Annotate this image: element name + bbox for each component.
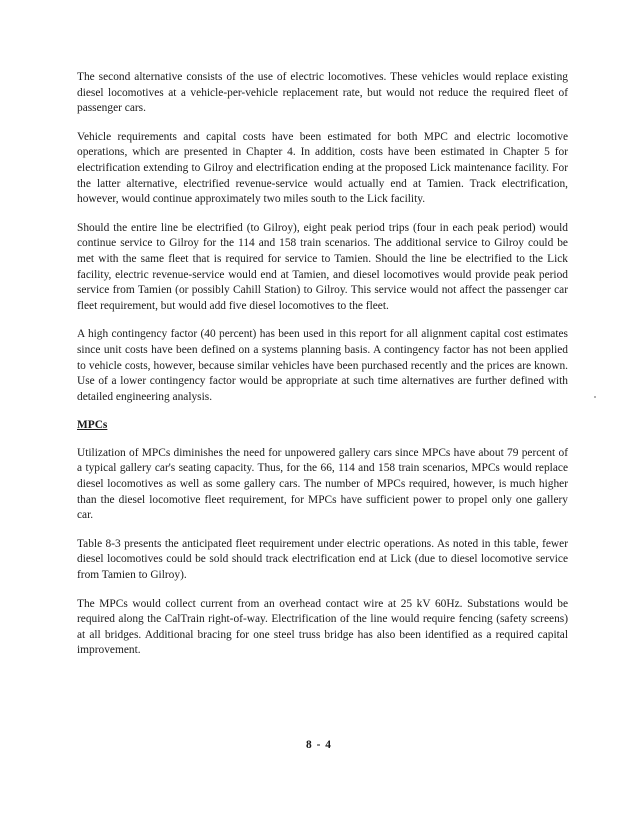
paragraph-electric-locomotives: The second alternative consists of the use of electric locomotives. These vehicles would replace existing diesel locomotives at a vehicle-per-vehicle replacement rate, but would not reduce the required fleet of passenger cars. xyxy=(77,71,568,115)
section-heading-mpcs: MPCs xyxy=(77,419,108,432)
margin-speck xyxy=(594,396,596,398)
document-body xyxy=(77,70,568,672)
paragraph-overhead-contact-wire: The MPCs would collect current from an overhead contact wire at 25 kV 60Hz. Substations would be required along the CalTrain right-of-way. Electrification of the line would require fencing (safety screens) at all bridges. Additional bracing for one steel truss bridge has also been identified as a required capital improvement. xyxy=(77,597,568,657)
paragraph-vehicle-requirements: Vehicle requirements and capital costs have been estimated for both MPC and electric locomotive operations, which are presented in Chapter 4. In addition, costs have been estimated in Chapter 5 for electrification extending to Gilroy and electrification ending at the proposed Lick maintenance facility. For the latter alternative, electrified revenue-service would actually end at Tamien. Track electrification, however, would continue approximately two miles south to the Lick facility. xyxy=(77,130,568,206)
page-number: 8 - 4 xyxy=(306,739,332,751)
paragraph-mpc-utilization: Utilization of MPCs diminishes the need for unpowered gallery cars since MPCs have about 79 percent of a typical gallery car's seating capacity. Thus, for the 66, 114 and 158 train scenarios, MPCs would replace diesel locomotives as well as some gallery cars. The number of MPCs required, however, is much higher than the diesel locomotive fleet requirement, for MPCs have sufficient power to propel only one gallery car. xyxy=(77,446,568,522)
paragraph-gilroy-electrification: Should the entire line be electrified (to Gilroy), eight peak period trips (four in each peak period) would continue service to Gilroy for the 114 and 158 train scenarios. The additional service to Gilroy could be met with the same fleet that is required for service to Tamien. Should the line be electrified to the Lick facility, electric revenue-service would end at Tamien, and diesel locomotives would provide peak period service from Tamien (or possibly Cahill Station) to Gilroy. This service would not affect the passenger car fleet requirement, but would add five diesel locomotives to the fleet. xyxy=(77,221,568,312)
paragraph-contingency-factor: A high contingency factor (40 percent) has been used in this report for all alignment capital cost estimates since unit costs have been defined on a systems planning basis. A contingency factor has not been applied to vehicle costs, however, because similar vehicles have been purchased recently and the prices are known. Use of a lower contingency factor would be appropriate at such time alternatives are further defined with detailed engineering analysis. xyxy=(77,328,568,403)
paragraph-fleet-requirement: Table 8-3 presents the anticipated fleet requirement under electric operations. As noted in this table, fewer diesel locomotives could be sold should track electrification end at Lick (due to diesel locomotive service from Tamien to Gilroy). xyxy=(77,537,568,582)
